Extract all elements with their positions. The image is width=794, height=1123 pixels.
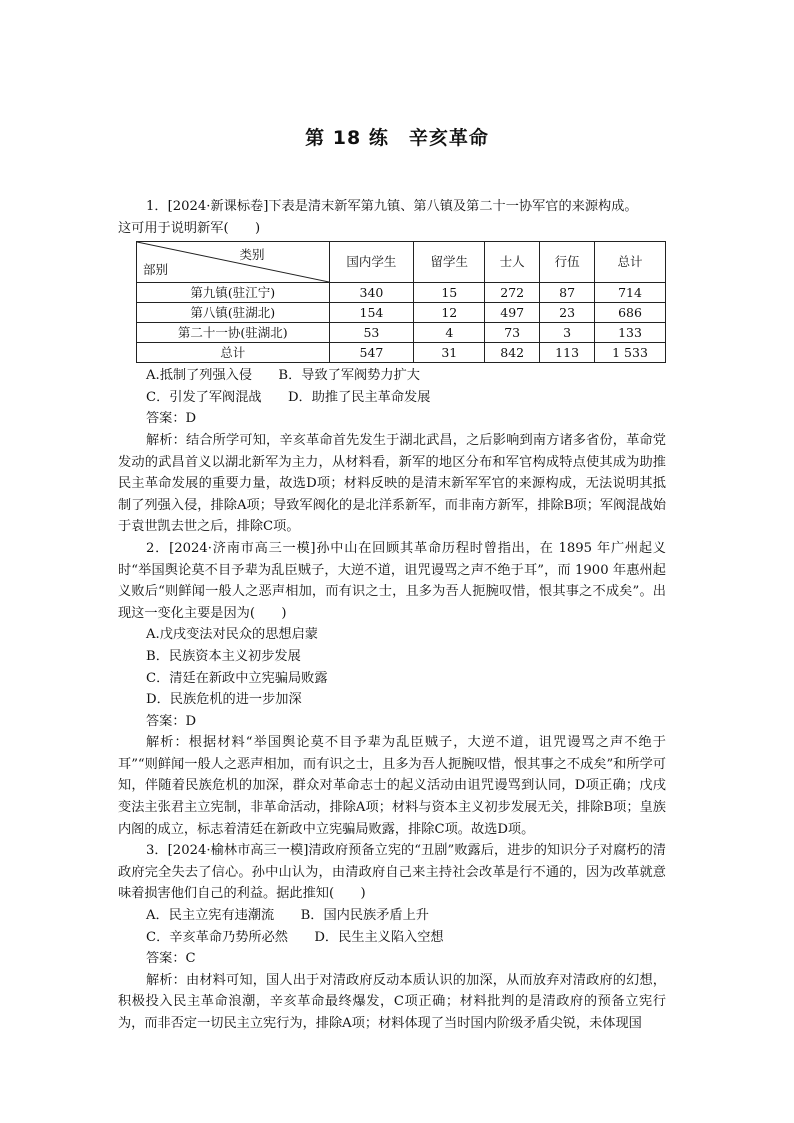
row-label: 第二十一协(驻湖北) [137,323,330,343]
table-cell: 23 [540,303,595,323]
table-cell: 842 [485,343,540,363]
corner-label-unit: 部别 [143,261,169,277]
q2-option-d: D．民族危机的进一步加深 [146,692,302,708]
table-cell: 73 [485,323,540,343]
q1-options-line2: C．引发了军阀混战 D．助推了民主革命发展 [146,389,431,405]
row-label: 第九镇(驻江宁) [137,283,330,303]
q3-options-line2: C．辛亥革命乃势所必然 D．民生主义陷入空想 [146,929,444,945]
q1-stem-line2: 这可用于说明新军( ) [118,220,261,236]
table-header: 行伍 [540,242,595,283]
table-corner-cell [137,242,330,283]
q2-stem: 2．[2024·济南市高三一模]孙中山在回顾其革命历程时曾指出，在 1895 年广州起义时“举国舆论莫不目予辈为乱臣贼子，大逆不道，诅咒谩骂之声不绝于耳”，而 1900 年惠州起义败后“则鲜闻一般人之恶声相加，而有识之士，且多为吾人扼腕叹惜，恨其事之不成矣”。出现这一变化主要是因为( ) [118,540,666,621]
q2-option-a: A.戊戌变法对民众的思想启蒙 [146,627,318,643]
table-header: 士人 [485,242,540,283]
q1-options-line1: A.抵制了列强入侵 B．导致了军阀势力扩大 [146,368,420,384]
table-cell: 53 [329,323,414,343]
corner-label-category: 类别 [239,247,265,263]
table-cell: 1 533 [595,343,666,363]
q1-analysis: 解析：结合所学可知，辛亥革命首先发生于湖北武昌，之后影响到南方诸多省份，革命党发动的武昌首义以湖北新军为主力，从材料看，新军的地区分布和军官构成特点使其成为助推民主革命发展的重要力量，故选D项；材料反映的是清末新军军官的来源构成，无法说明其抵制了列强入侵，排除A项；导致军阀化的是北洋系新军，而非南方新军，排除B项；军阀混战始于袁世凯去世之后，排除C项。 [118,432,666,535]
table-cell: 154 [329,303,414,323]
worksheet-body [118,196,666,1035]
q1-answer: 答案：D [146,411,197,427]
table-header: 留学生 [414,242,485,283]
table-cell: 87 [540,283,595,303]
table-cell: 4 [414,323,485,343]
row-label: 总计 [137,343,330,363]
table-cell: 3 [540,323,595,343]
table-row [137,283,666,303]
table-cell: 31 [414,343,485,363]
table-cell: 133 [595,323,666,343]
table-header: 总计 [595,242,666,283]
table-cell: 272 [485,283,540,303]
table-cell: 547 [329,343,414,363]
table-cell: 714 [595,283,666,303]
table-cell: 113 [540,343,595,363]
q2-option-c: C．清廷在新政中立宪骗局败露 [146,670,328,686]
page-title: 第 18 练 辛亥革命 [305,127,489,149]
table-cell: 12 [414,303,485,323]
table-row-total [137,343,666,363]
q2-option-b: B．民族资本主义初步发展 [146,648,301,664]
table-cell: 15 [414,283,485,303]
q1-officer-source-table [136,241,666,363]
table-row [137,323,666,343]
q1-stem-line1: 1．[2024·新课标卷]下表是清末新军第九镇、第八镇及第二十一协军官的来源构成。 [146,199,638,214]
q3-options-line1: A．民主立宪有违潮流 B．国内民族矛盾上升 [146,908,429,924]
table-cell: 497 [485,303,540,323]
q2-answer: 答案：D [146,713,197,729]
table-header: 国内学生 [329,242,414,283]
table-cell: 686 [595,303,666,323]
q3-answer: 答案：C [146,951,196,967]
q3-stem: 3．[2024·榆林市高三一模]清政府预备立宪的“丑剧”败露后，进步的知识分子对腐朽的清政府完全失去了信心。孙中山认为，由清政府自己来主持社会改革是行不通的，因为改革就意味着损害他们自己的利益。据此推知( ) [118,843,666,902]
row-label: 第八镇(驻湖北) [137,303,330,323]
table-row [137,303,666,323]
q2-analysis: 解析：根据材料“举国舆论莫不目予辈为乱臣贼子，大逆不道，诅咒谩骂之声不绝于耳”“则鲜闻一般人之恶声相加，而有识之士，且多为吾人扼腕叹惜，恨其事之不成矣”和所学可知，伴随着民族危机的加深，群众对革命志士的起义活动由诅咒谩骂到认同，D项正确；戊戌变法主张君主立宪制，非革命活动，排除A项；材料与资本主义初步发展无关，排除B项；皇族内阁的成立，标志着清廷在新政中立宪骗局败露，排除C项。故选D项。 [118,735,666,837]
table-cell: 340 [329,283,414,303]
q3-analysis: 解析：由材料可知，国人出于对清政府反动本质认识的加深，从而放弃对清政府的幻想，积极投入民主革命浪潮，辛亥革命最终爆发，C项正确；材料批判的是清政府的预备立宪行为，而非否定一切民主立宪行为，排除A项；材料体现了当时国内阶级矛盾尖锐，未体现国 [118,972,666,1031]
